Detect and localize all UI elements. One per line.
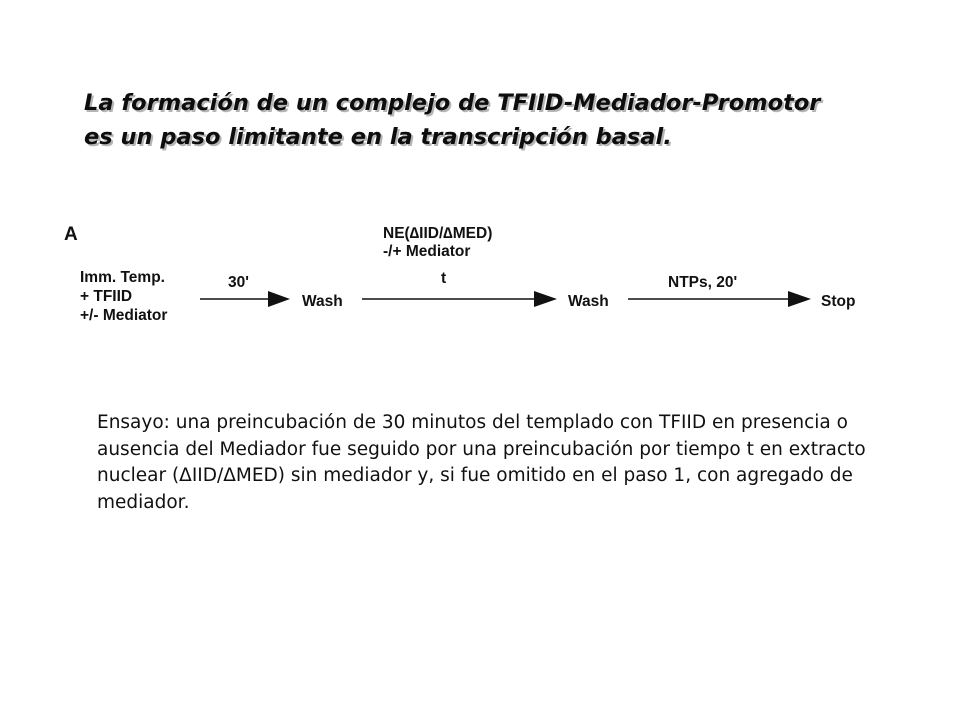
arrow2-label-line-3: t xyxy=(441,270,447,287)
slide-title-line-2: es un paso limitante en la transcripción basal. xyxy=(84,124,672,150)
step1-line-1: Imm. Temp. xyxy=(80,269,165,286)
panel-label: A xyxy=(64,224,78,245)
arrow2-label-line-2: -/+ Mediator xyxy=(383,243,471,260)
wash-1-label: Wash xyxy=(302,293,343,310)
stop-label: Stop xyxy=(821,293,856,310)
slide-title-line-1: La formación de un complejo de TFIID-Mediador-Promotor xyxy=(84,90,821,116)
arrow2-label-line-1: NE(∆IID/∆MED) xyxy=(383,225,493,242)
step1-line-2: + TFIID xyxy=(80,288,133,305)
arrow1-label: 30' xyxy=(228,274,249,291)
arrow-3 xyxy=(628,291,811,307)
wash-2-label: Wash xyxy=(568,293,609,310)
arrow-1 xyxy=(200,291,290,307)
arrow-2 xyxy=(362,291,557,307)
assay-description: Ensayo: una preincubación de 30 minutos del templado con TFIID en presencia o ausencia del Mediador fue seguido por una preincubación por tiempo t en extracto nuclear (ΔIID/ΔMED) sin mediador y, si fue omitido en el paso 1, con agregado de mediador. xyxy=(97,412,866,513)
arrow3-label: NTPs, 20' xyxy=(668,274,738,291)
step1-line-3: +/- Mediator xyxy=(80,307,168,324)
